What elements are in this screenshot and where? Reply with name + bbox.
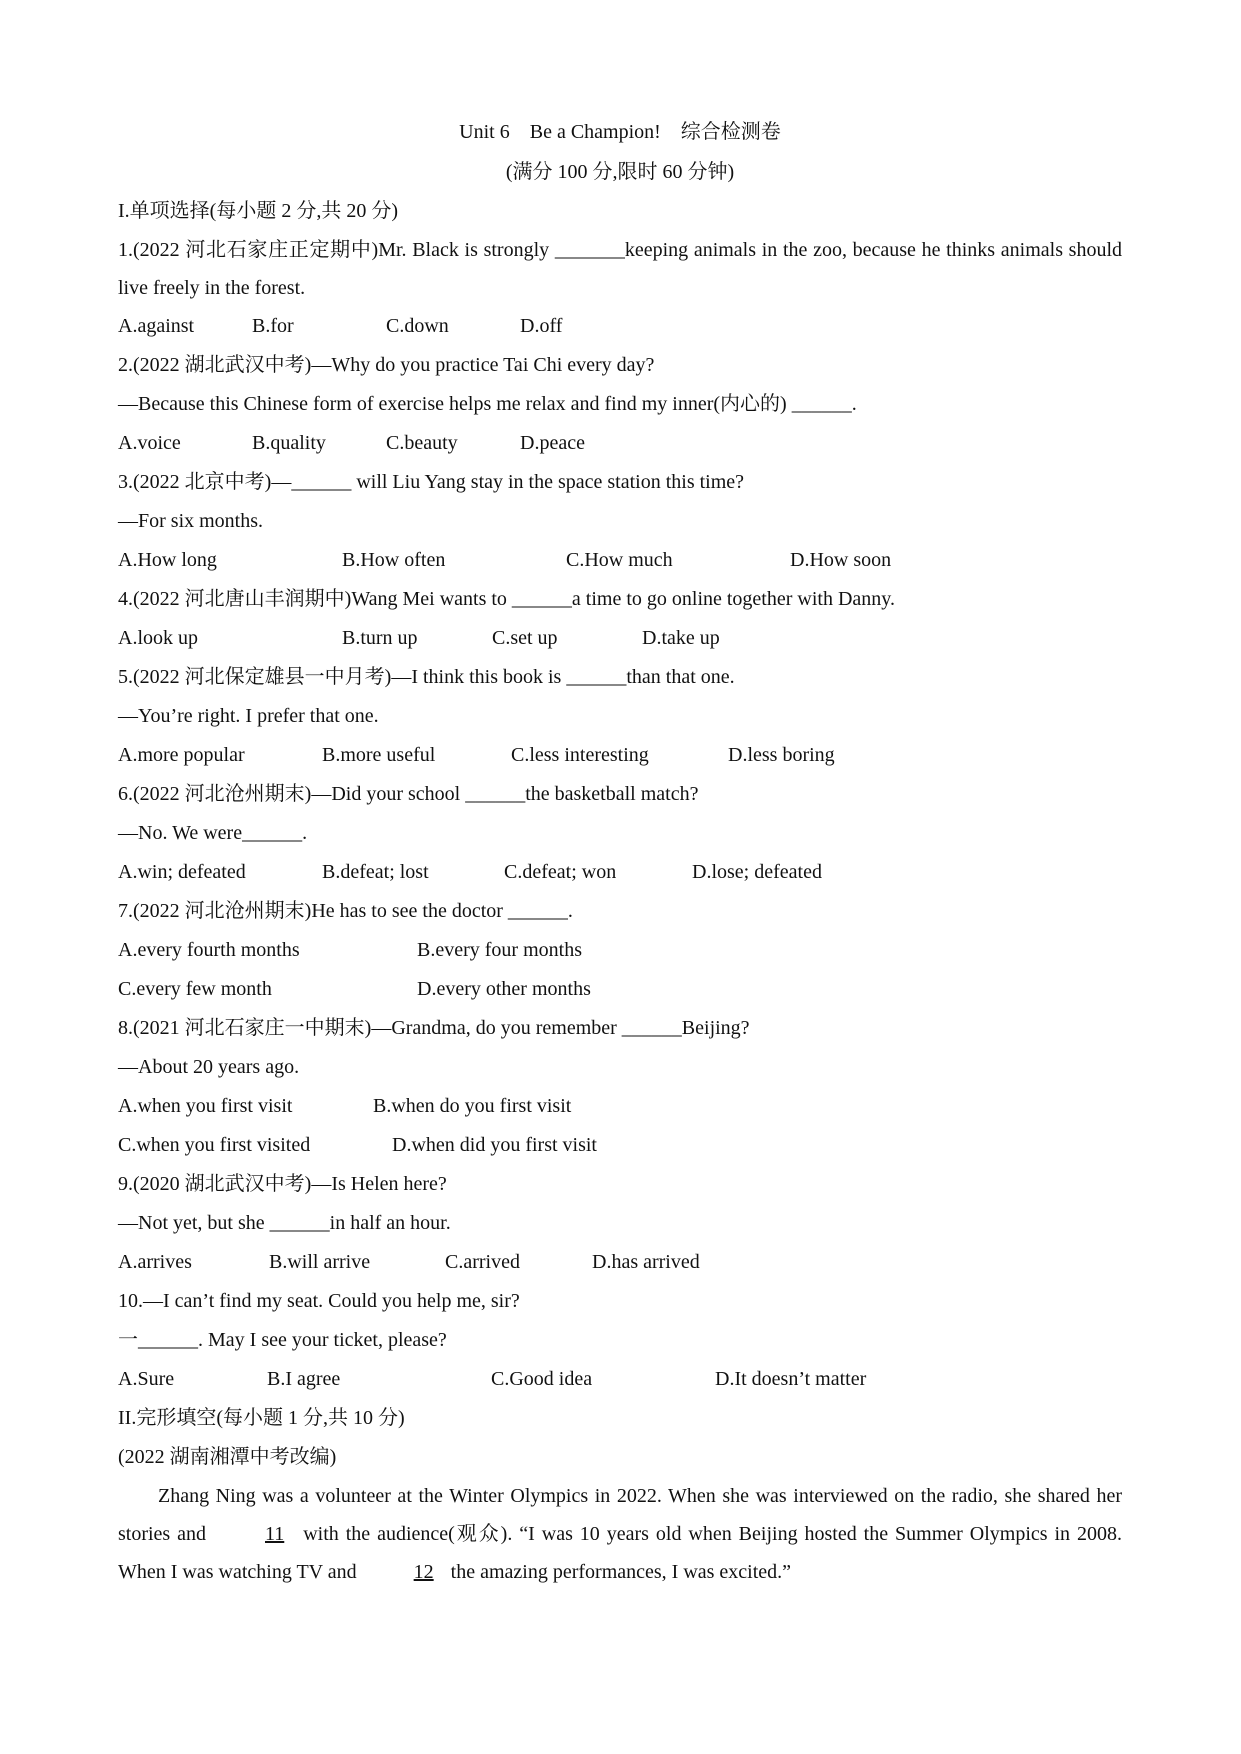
option-c: C.arrived xyxy=(445,1251,520,1273)
option-a: A.every fourth months xyxy=(118,939,300,961)
blank-11: 11 xyxy=(265,1523,285,1545)
option-d: D.off xyxy=(520,315,563,337)
option-a: A.against xyxy=(118,315,195,337)
option-c: C.every few month xyxy=(118,978,272,1000)
option-b: B.for xyxy=(252,315,294,337)
option-b: B.every four months xyxy=(417,939,582,961)
option-b: B.turn up xyxy=(342,627,418,649)
question-6-reply: —No. We were______. xyxy=(118,822,308,844)
question-10-stem: 10.—I can’t find my seat. Could you help me, sir? xyxy=(118,1290,520,1312)
question-2-options xyxy=(118,424,1122,463)
option-a: A.win; defeated xyxy=(118,861,246,883)
option-a: A.when you first visit xyxy=(118,1095,293,1117)
option-c: C.less interesting xyxy=(511,744,649,766)
question-3-options xyxy=(118,541,1122,580)
question-9-options xyxy=(118,1243,1122,1282)
option-b: B.quality xyxy=(252,432,326,454)
question-8-options-row2 xyxy=(118,1126,1122,1165)
option-b: B.How often xyxy=(342,549,446,571)
question-7-stem: 7.(2022 河北沧州期末)He has to see the doctor ______. xyxy=(118,900,573,922)
passage-source: (2022 湖南湘潭中考改编) xyxy=(118,1446,337,1468)
passage-text: the amazing performances, I was excited.” xyxy=(445,1561,792,1583)
passage-text: with the audience(观众). “I was 10 years old when Beijing hosted the Summer Olympics in 2008. When I was watching TV and xyxy=(118,1523,1123,1583)
option-d: D.It doesn’t matter xyxy=(715,1368,867,1390)
question-5-reply: —You’re right. I prefer that one. xyxy=(118,705,379,727)
option-d: D.peace xyxy=(520,432,585,454)
option-b: B.defeat; lost xyxy=(322,861,429,883)
option-c: C.defeat; won xyxy=(504,861,617,883)
option-a: A.How long xyxy=(118,549,217,571)
option-d: D.take up xyxy=(642,627,720,649)
question-5-options xyxy=(118,736,1122,775)
option-c: C.set up xyxy=(492,627,558,649)
section-heading: II.完形填空(每小题 1 分,共 10 分) xyxy=(118,1407,405,1429)
question-10-reply: 一______. May I see your ticket, please? xyxy=(118,1329,447,1351)
blank-12: 12 xyxy=(413,1561,434,1583)
option-d: D.when did you first visit xyxy=(392,1134,597,1156)
option-d: D.every other months xyxy=(417,978,591,1000)
exam-page xyxy=(118,112,1122,1591)
option-b: B.will arrive xyxy=(269,1251,371,1273)
option-c: C.down xyxy=(386,315,449,337)
question-8-stem: 8.(2021 河北石家庄一中期末)—Grandma, do you remember ______Beijing? xyxy=(118,1017,750,1039)
page-subtitle: (满分 100 分,限时 60 分钟) xyxy=(505,161,735,183)
question-9-reply: —Not yet, but she ______in half an hour. xyxy=(118,1212,451,1234)
option-d: D.lose; defeated xyxy=(692,861,822,883)
option-c: C.Good idea xyxy=(491,1368,593,1390)
question-9-stem: 9.(2020 湖北武汉中考)—Is Helen here? xyxy=(118,1173,447,1195)
question-3-reply: —For six months. xyxy=(118,510,264,532)
question-1-options xyxy=(118,307,1122,346)
question-7-options-row2 xyxy=(118,970,1122,1009)
section-heading: I.单项选择(每小题 2 分,共 20 分) xyxy=(118,200,398,222)
passage-text: Zhang Ning was a volunteer at the Winter Olympics in 2022. When she was interviewed on the radio, she shared her stories and xyxy=(118,1485,1122,1545)
question-10-options xyxy=(118,1360,1122,1399)
option-a: A.arrives xyxy=(118,1251,192,1273)
option-b: B.more useful xyxy=(322,744,436,766)
question-4-options xyxy=(118,619,1122,658)
cloze-passage xyxy=(118,1477,1122,1591)
question-8-options-row1 xyxy=(118,1087,1122,1126)
question-1-stem: 1.(2022 河北石家庄正定期中)Mr. Black is strongly _______keeping animals in the zoo, because he thinks animals should live freely in the forest. xyxy=(118,239,1122,299)
question-5-stem: 5.(2022 河北保定雄县一中月考)—I think this book is ______than that one. xyxy=(118,666,735,688)
question-2-stem: 2.(2022 湖北武汉中考)—Why do you practice Tai Chi every day? xyxy=(118,354,655,376)
question-8-reply: —About 20 years ago. xyxy=(118,1056,300,1078)
option-d: D.less boring xyxy=(728,744,835,766)
question-4-stem: 4.(2022 河北唐山丰润期中)Wang Mei wants to ______a time to go online together with Danny. xyxy=(118,588,895,610)
option-a: A.look up xyxy=(118,627,198,649)
option-c: C.when you first visited xyxy=(118,1134,311,1156)
option-c: C.beauty xyxy=(386,432,458,454)
option-a: A.Sure xyxy=(118,1368,175,1390)
option-b: B.when do you first visit xyxy=(373,1095,572,1117)
page-title: Unit 6 Be a Champion! 综合检测卷 xyxy=(459,121,781,143)
option-b: B.I agree xyxy=(267,1368,341,1390)
option-a: A.voice xyxy=(118,432,181,454)
option-a: A.more popular xyxy=(118,744,245,766)
option-d: D.How soon xyxy=(790,549,892,571)
question-6-stem: 6.(2022 河北沧州期末)—Did your school ______the basketball match? xyxy=(118,783,699,805)
option-d: D.has arrived xyxy=(592,1251,700,1273)
question-3-stem: 3.(2022 北京中考)—______ will Liu Yang stay in the space station this time? xyxy=(118,471,745,493)
question-7-options-row1 xyxy=(118,931,1122,970)
question-2-reply: —Because this Chinese form of exercise helps me relax and find my inner(内心的) ______. xyxy=(118,393,857,415)
question-6-options xyxy=(118,853,1122,892)
option-c: C.How much xyxy=(566,549,673,571)
